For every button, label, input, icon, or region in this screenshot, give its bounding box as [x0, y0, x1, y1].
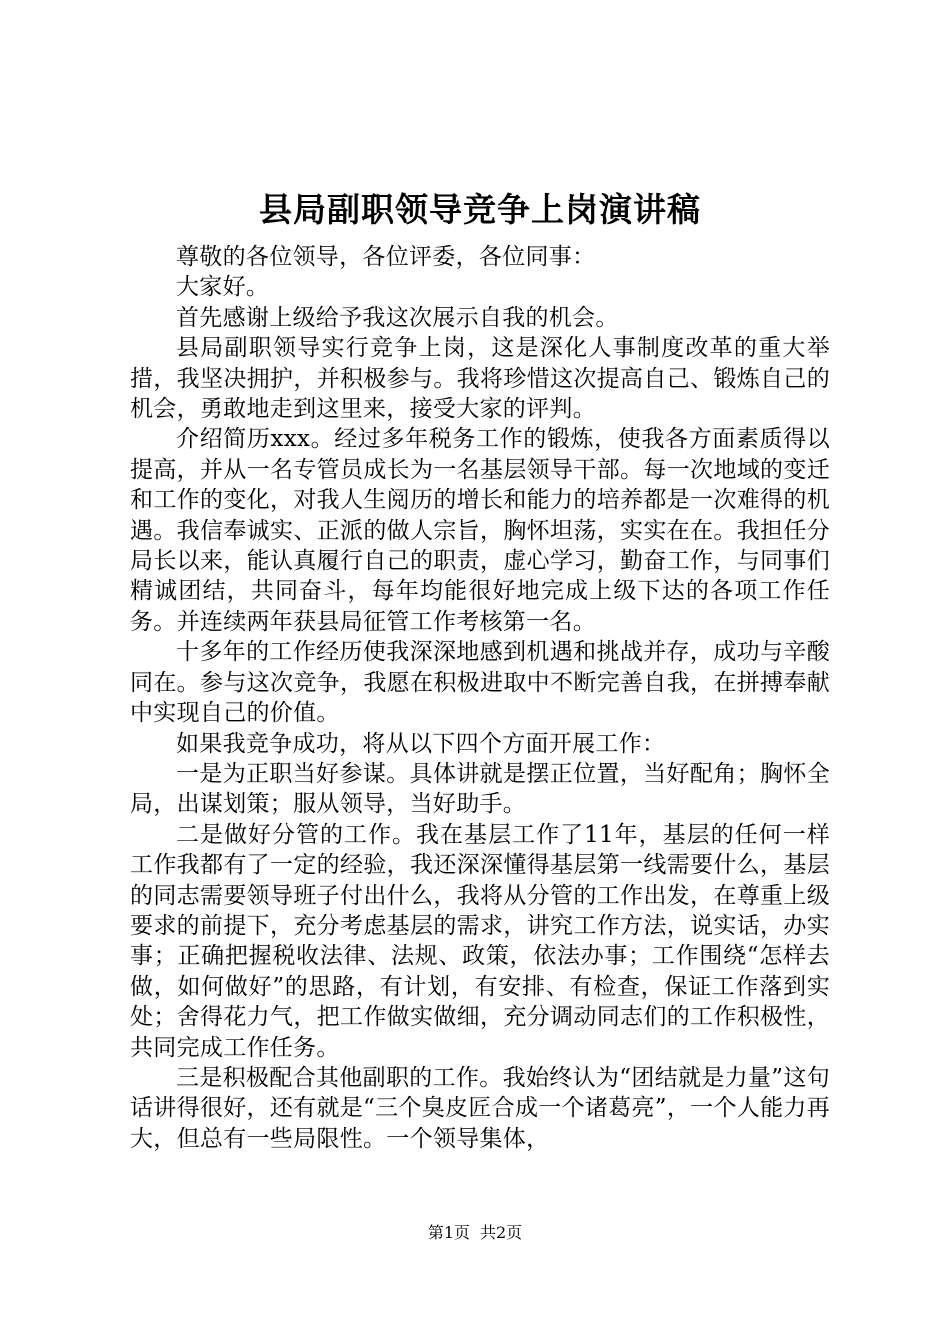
body-paragraph: 一是为正职当好参谋。具体讲就是摆正位置，当好配角；胸怀全局，出谋划策；服从领导，当好助手。 — [130, 760, 830, 818]
thanks-paragraph: 首先感谢上级给予我这次展示自我的机会。 — [176, 304, 619, 331]
body-paragraph: 如果我竞争成功，将从以下四个方面开展工作： — [176, 730, 666, 757]
body-paragraph: 十多年的工作经历使我深深地感到机遇和挑战并存，成功与辛酸同在。参与这次竞争，我愿在积极进取中不断完善自我，在拼搏奉献中实现自己的价值。 — [130, 639, 830, 727]
page-total: 共2页 — [480, 1223, 523, 1242]
page-footer — [0, 1222, 950, 1244]
document-page — [130, 180, 830, 1154]
document-body — [130, 242, 830, 1154]
salutation-paragraph: 尊敬的各位领导，各位评委，各位同事： — [176, 244, 596, 270]
body-paragraph: 介绍简历xxx。经过多年税务工作的锻炼，使我各方面素质得以提高，并从一名专管员成长为一名基层领导干部。每一次地域的变迁和工作的变化，对我人生阅历的增长和能力的培养都是一次难得的机遇。我信奉诚实、正派的做人宗旨，胸怀坦荡，实实在在。我担任分局长以来，能认真履行自己的职责，虚心学习，勤奋工作，与同事们精诚团结，共同奋斗，每年均能很好地完成上级下达的各项工作任务。并连续两年获县局征管工作考核第一名。 — [130, 426, 830, 635]
body-paragraph: 三是积极配合其他副职的工作。我始终认为“团结就是力量”这句话讲得很好，还有就是“三个臭皮匠合成一个诸葛亮”，一个人能力再大，但总有一些局限性。一个领导集体， — [130, 1064, 830, 1152]
greeting-paragraph: 大家好。 — [176, 274, 270, 301]
document-title: 县局副职领导竞争上岗演讲稿 — [259, 190, 701, 229]
body-paragraph: 二是做好分管的工作。我在基层工作了11年，基层的任何一样工作我都有了一定的经验，我还深深懂得基层第一线需要什么，基层的同志需要领导班子付出什么，我将从分管的工作出发，在尊重上级要求的前提下，充分考虑基层的需求，讲究工作方法，说实话，办实事；正确把握税收法律、法规、政策，依法办事；工作围绕“怎样去做，如何做好”的思路，有计划，有安排、有检查，保证工作落到实处；舍得花力气，把工作做实做细，充分调动同志们的工作积极性，共同完成工作任务。 — [130, 821, 830, 1061]
body-paragraph: 县局副职领导实行竞争上岗，这是深化人事制度改革的重大举措，我坚决拥护，并积极参与。我将珍惜这次提高自己、锻炼自己的机会，勇敢地走到这里来，接受大家的评判。 — [130, 335, 830, 423]
page-number: 第1页 — [427, 1223, 470, 1242]
